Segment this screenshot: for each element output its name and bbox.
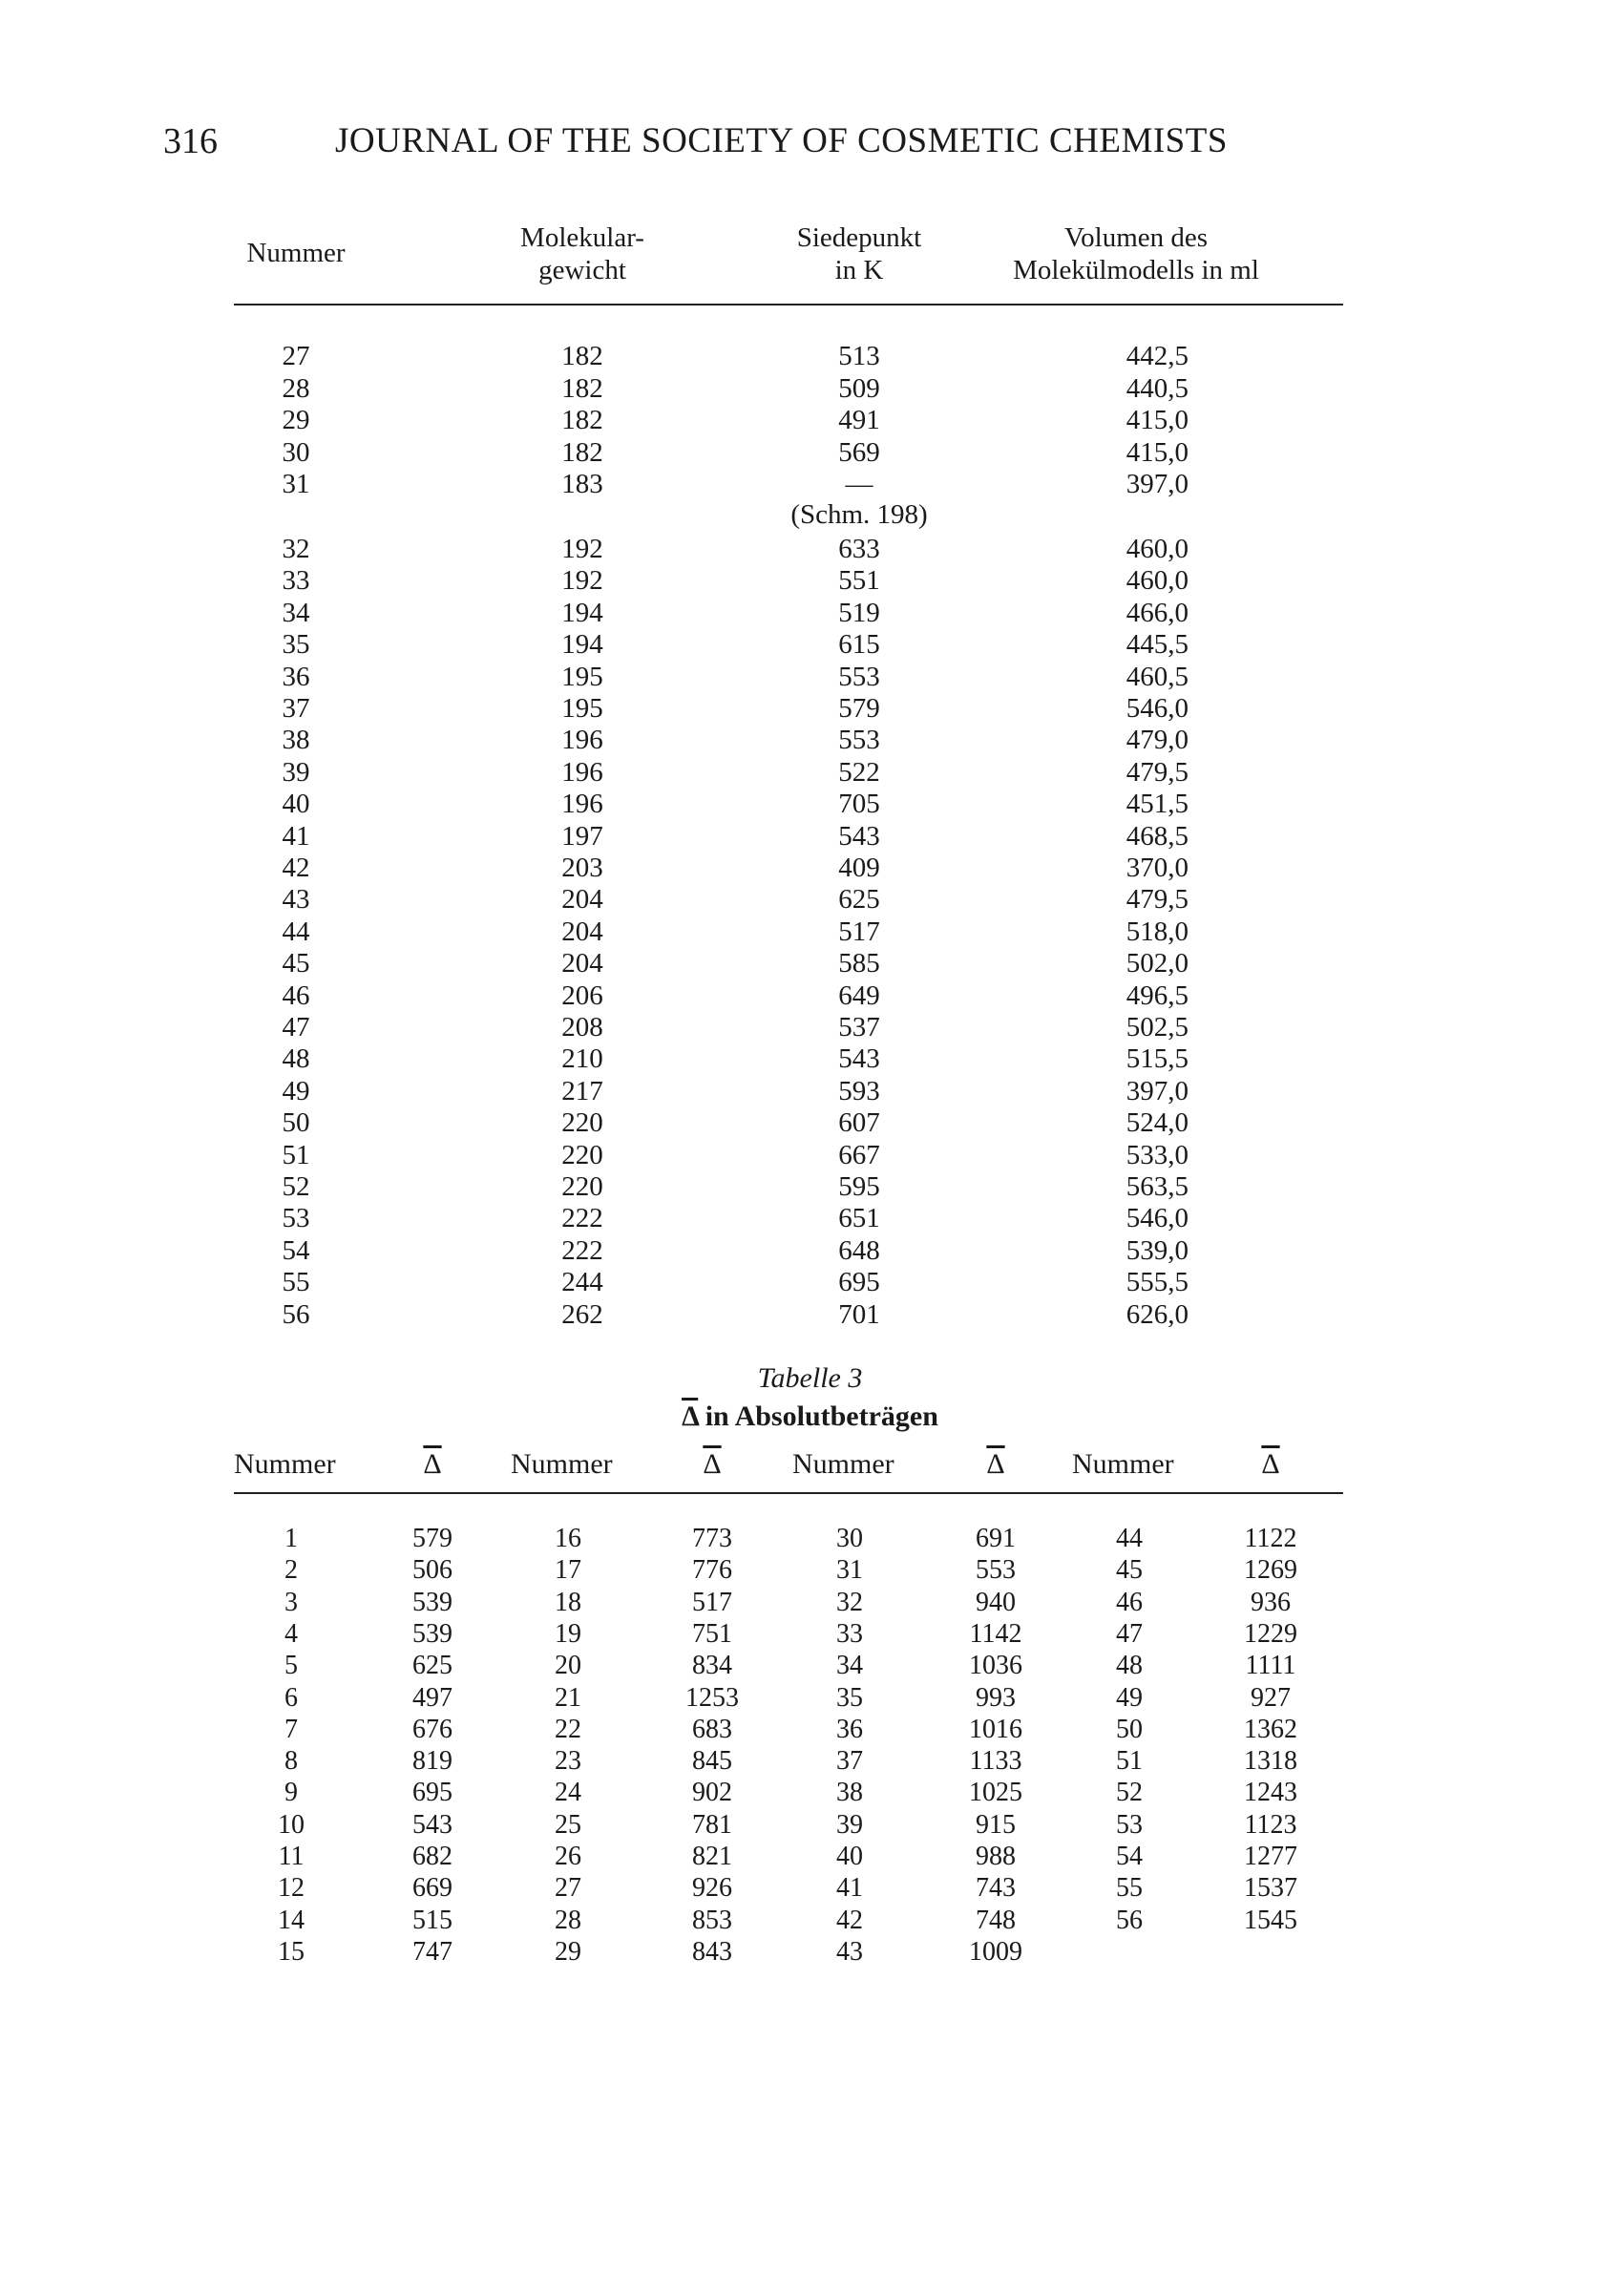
cell-siedepunkt: 625 xyxy=(838,884,880,916)
col-header-vol-line2: Molekülmodells in ml xyxy=(1013,255,1259,285)
cell-nummer: 54 xyxy=(282,1234,310,1266)
table3-cell-nummer: 32 xyxy=(836,1587,863,1617)
table3-cell-delta: 669 xyxy=(412,1873,452,1904)
journal-title: JOURNAL OF THE SOCIETY OF COSMETIC CHEMISTS xyxy=(335,121,1228,160)
table3-cell-nummer: 29 xyxy=(555,1936,581,1967)
col-header-vol-line1: Volumen des xyxy=(1063,222,1209,253)
cell-volumen: 460,0 xyxy=(1126,565,1189,597)
cell-siedepunkt: 491 xyxy=(838,405,880,435)
cell-siedepunkt: 513 xyxy=(838,341,880,371)
cell-molekulargewicht: 222 xyxy=(561,1203,603,1234)
cell-nummer: 36 xyxy=(282,661,310,692)
cell-nummer: 43 xyxy=(282,884,310,916)
table3-cell-delta: 1229 xyxy=(1244,1618,1297,1649)
table-row xyxy=(0,1043,1620,1075)
table-row xyxy=(0,373,1620,405)
table-row xyxy=(0,405,1620,436)
col-header-mol-line1: Molekular- xyxy=(520,222,644,253)
cell-molekulargewicht: 203 xyxy=(561,853,603,883)
cell-nummer: 29 xyxy=(282,405,310,435)
table3-cell-delta: 747 xyxy=(412,1936,452,1967)
table3-cell-nummer: 39 xyxy=(836,1809,863,1840)
table3-cell-nummer: 43 xyxy=(836,1936,863,1967)
cell-molekulargewicht: 183 xyxy=(561,469,603,499)
cell-siedepunkt: 522 xyxy=(838,756,880,788)
table3-cell-delta: 1253 xyxy=(685,1682,739,1713)
table3-cell-nummer: 15 xyxy=(278,1936,305,1967)
table3-cell-nummer: 11 xyxy=(278,1842,305,1871)
cell-siedepunkt: 569 xyxy=(838,436,880,468)
cell-siedepunkt: 701 xyxy=(838,1298,880,1330)
table3-header-nummer: Nummer xyxy=(792,1448,894,1480)
table3-cell-delta: 539 xyxy=(412,1618,452,1649)
table3-cell-delta: 1016 xyxy=(969,1714,1022,1744)
cell-molekulargewicht: 195 xyxy=(561,661,603,692)
table3-cell-nummer: 8 xyxy=(284,1746,298,1777)
cell-nummer: 48 xyxy=(282,1043,310,1075)
cell-molekulargewicht: 182 xyxy=(561,405,603,435)
cell-volumen: 546,0 xyxy=(1126,693,1189,724)
cell-nummer: 38 xyxy=(282,725,310,756)
table-row xyxy=(0,565,1620,597)
table3-header-delta: $\overline{\Delta}$ xyxy=(1261,1448,1280,1480)
table3-cell-nummer: 55 xyxy=(1116,1873,1143,1904)
cell-molekulargewicht: 182 xyxy=(561,341,603,371)
table-row xyxy=(0,948,1620,979)
table3-cell-nummer: 17 xyxy=(555,1555,581,1586)
table3-rule xyxy=(234,1492,1343,1494)
table-row xyxy=(0,1107,1620,1139)
cell-siedepunkt: 409 xyxy=(838,853,880,883)
cell-molekulargewicht: 204 xyxy=(561,916,603,947)
cell-volumen: 466,0 xyxy=(1126,597,1189,628)
table3-cell-nummer: 56 xyxy=(1116,1905,1143,1935)
col-header-siedepunkt xyxy=(754,221,964,286)
cell-nummer: 51 xyxy=(282,1139,310,1170)
cell-siedepunkt: 579 xyxy=(838,693,880,724)
table3-cell-nummer: 33 xyxy=(836,1618,863,1649)
cell-siedepunkt: 667 xyxy=(838,1139,880,1170)
cell-siedepunkt: 595 xyxy=(838,1171,880,1202)
table3-cell-nummer: 20 xyxy=(555,1651,581,1681)
table3-cell-delta: 819 xyxy=(412,1746,452,1777)
table-row xyxy=(0,469,1620,500)
table-row xyxy=(0,534,1620,565)
cell-volumen: 479,5 xyxy=(1126,884,1189,916)
cell-siedepunkt: 519 xyxy=(838,597,880,628)
table3-cell-delta: 553 xyxy=(976,1555,1016,1586)
table3-cell-delta: 940 xyxy=(976,1587,1016,1617)
table-row xyxy=(0,916,1620,948)
table3-cell-delta: 1277 xyxy=(1244,1842,1297,1871)
table3-cell-delta: 988 xyxy=(976,1842,1016,1871)
table3-cell-delta: 1537 xyxy=(1244,1873,1297,1904)
table3-cell-delta: 926 xyxy=(692,1873,732,1904)
table3-cell-nummer: 52 xyxy=(1116,1778,1143,1808)
table3-cell-delta: 1243 xyxy=(1244,1778,1297,1808)
table-row xyxy=(0,725,1620,756)
table3-cell-nummer: 47 xyxy=(1116,1618,1143,1649)
cell-siedepunkt: 633 xyxy=(838,534,880,564)
cell-siedepunkt: 543 xyxy=(838,1043,880,1075)
cell-volumen: 524,0 xyxy=(1126,1107,1189,1139)
cell-volumen: 397,0 xyxy=(1126,469,1189,499)
cell-siedepunkt: 607 xyxy=(838,1107,880,1139)
cell-volumen: 546,0 xyxy=(1126,1203,1189,1234)
cell-nummer: 53 xyxy=(282,1203,310,1234)
table3-cell-nummer: 53 xyxy=(1116,1809,1143,1840)
cell-siedepunkt: 509 xyxy=(838,372,880,404)
cell-molekulargewicht: 182 xyxy=(561,436,603,468)
table-row xyxy=(0,1299,1620,1331)
cell-molekulargewicht: 204 xyxy=(561,884,603,916)
table3-cell-delta: 1133 xyxy=(969,1746,1022,1777)
table3-cell-delta: 506 xyxy=(412,1555,452,1586)
table-top-note: (Schm. 198) xyxy=(790,499,928,530)
cell-nummer: 40 xyxy=(282,789,310,820)
col-header-siede-line2: in K xyxy=(834,255,884,285)
table3-cell-nummer: 35 xyxy=(836,1682,863,1713)
page-number: 316 xyxy=(163,121,218,161)
table3-cell-delta: 1009 xyxy=(969,1936,1022,1967)
col-header-molekulargewicht xyxy=(487,221,678,286)
table3-cell-delta: 1142 xyxy=(969,1618,1022,1649)
table3-subtitle xyxy=(0,1401,1620,1433)
cell-siedepunkt: 649 xyxy=(838,979,880,1011)
table3-header-delta: $\overline{\Delta}$ xyxy=(423,1448,442,1480)
table3-cell-nummer: 27 xyxy=(555,1873,581,1904)
table-row xyxy=(0,980,1620,1012)
table3-cell-nummer: 30 xyxy=(836,1524,863,1553)
cell-nummer: 31 xyxy=(282,469,310,499)
table3-cell-delta: 748 xyxy=(976,1905,1016,1935)
cell-volumen: 479,0 xyxy=(1126,725,1189,756)
table3-cell-nummer: 51 xyxy=(1116,1746,1143,1777)
cell-siedepunkt: 695 xyxy=(838,1267,880,1298)
table3-cell-nummer: 50 xyxy=(1116,1714,1143,1744)
table-row xyxy=(0,437,1620,469)
table3-cell-delta: 1123 xyxy=(1244,1809,1297,1840)
cell-molekulargewicht: 204 xyxy=(561,948,603,979)
table3-header-delta: $\overline{\Delta}$ xyxy=(986,1448,1005,1480)
cell-nummer: 28 xyxy=(282,372,310,404)
cell-molekulargewicht: 217 xyxy=(561,1075,603,1106)
table3-cell-nummer: 28 xyxy=(555,1905,581,1935)
cell-molekulargewicht: 220 xyxy=(561,1107,603,1139)
table3-cell-nummer: 22 xyxy=(555,1714,581,1744)
cell-nummer: 56 xyxy=(282,1298,310,1330)
col-header-nummer: Nummer xyxy=(246,238,346,268)
cell-volumen: 468,5 xyxy=(1126,820,1189,852)
table3-cell-delta: 1545 xyxy=(1244,1905,1297,1935)
cell-nummer: 44 xyxy=(282,916,310,947)
cell-volumen: 442,5 xyxy=(1126,341,1189,371)
table3-cell-delta: 1318 xyxy=(1244,1746,1297,1777)
cell-volumen: 460,5 xyxy=(1126,661,1189,692)
table3-cell-nummer: 45 xyxy=(1116,1555,1143,1586)
cell-siedepunkt: 585 xyxy=(838,948,880,979)
table3-cell-delta: 1122 xyxy=(1244,1524,1297,1553)
cell-volumen: 533,0 xyxy=(1126,1139,1189,1170)
table3-cell-delta: 993 xyxy=(976,1682,1016,1713)
cell-molekulargewicht: 194 xyxy=(561,597,603,628)
cell-molekulargewicht: 197 xyxy=(561,820,603,852)
table3-cell-delta: 691 xyxy=(976,1524,1016,1553)
cell-siedepunkt: 648 xyxy=(838,1234,880,1266)
table3-cell-nummer: 23 xyxy=(555,1746,581,1777)
cell-molekulargewicht: 196 xyxy=(561,789,603,820)
cell-nummer: 50 xyxy=(282,1107,310,1139)
table3-cell-nummer: 36 xyxy=(836,1714,863,1744)
table3-cell-delta: 773 xyxy=(692,1524,732,1553)
cell-molekulargewicht: 220 xyxy=(561,1171,603,1202)
cell-volumen: 460,0 xyxy=(1126,534,1189,564)
table3-cell-delta: 1362 xyxy=(1244,1714,1297,1744)
table3-cell-delta: 776 xyxy=(692,1555,732,1586)
table3-cell-nummer: 42 xyxy=(836,1905,863,1935)
table3-cell-nummer: 5 xyxy=(284,1651,298,1681)
cell-molekulargewicht: 222 xyxy=(561,1234,603,1266)
table-row xyxy=(0,757,1620,789)
cell-volumen: 370,0 xyxy=(1126,853,1189,883)
table3-cell-nummer: 26 xyxy=(555,1842,581,1871)
table3-cell-delta: 821 xyxy=(692,1842,732,1871)
table3-cell-nummer: 4 xyxy=(284,1618,298,1649)
cell-volumen: 496,5 xyxy=(1126,979,1189,1011)
cell-volumen: 515,5 xyxy=(1126,1043,1189,1075)
table-row xyxy=(0,1235,1620,1267)
table-row xyxy=(0,1267,1620,1298)
cell-nummer: 30 xyxy=(282,436,310,468)
table3-cell-delta: 743 xyxy=(976,1873,1016,1904)
table3-cell-nummer: 54 xyxy=(1116,1842,1143,1871)
cell-nummer: 39 xyxy=(282,756,310,788)
cell-siedepunkt: 593 xyxy=(838,1075,880,1106)
table3-cell-delta: 1269 xyxy=(1244,1555,1297,1586)
table-row xyxy=(0,1140,1620,1171)
cell-siedepunkt: 705 xyxy=(838,789,880,820)
table-row xyxy=(0,1012,1620,1043)
table3-cell-delta: 751 xyxy=(692,1618,732,1649)
cell-siedepunkt: 537 xyxy=(838,1012,880,1043)
cell-volumen: 502,0 xyxy=(1126,948,1189,979)
cell-nummer: 37 xyxy=(282,693,310,724)
cell-volumen: 518,0 xyxy=(1126,916,1189,947)
table3-cell-nummer: 18 xyxy=(555,1587,581,1617)
table-top-rule xyxy=(234,304,1343,305)
table3-cell-delta: 579 xyxy=(412,1524,452,1553)
table3-cell-nummer: 1 xyxy=(284,1524,298,1553)
table3-cell-delta: 682 xyxy=(412,1842,452,1871)
table3-cell-nummer: 3 xyxy=(284,1587,298,1617)
cell-molekulargewicht: 210 xyxy=(561,1043,603,1075)
cell-siedepunkt: — xyxy=(845,469,873,499)
table3-header-nummer: Nummer xyxy=(234,1448,336,1480)
cell-nummer: 55 xyxy=(282,1267,310,1298)
table3-cell-nummer: 10 xyxy=(278,1809,305,1840)
table3-cell-nummer: 14 xyxy=(278,1905,305,1935)
table3-cell-delta: 853 xyxy=(692,1905,732,1935)
cell-molekulargewicht: 220 xyxy=(561,1139,603,1170)
cell-siedepunkt: 517 xyxy=(838,916,880,947)
table-row xyxy=(0,1171,1620,1203)
table3-cell-delta: 845 xyxy=(692,1746,732,1777)
delta-symbol: $\overline{\Delta}$ xyxy=(682,1401,699,1432)
table-row xyxy=(0,341,1620,372)
cell-nummer: 47 xyxy=(282,1012,310,1043)
table3-cell-delta: 543 xyxy=(412,1809,452,1840)
table3-cell-nummer: 37 xyxy=(836,1746,863,1777)
table3-cell-delta: 676 xyxy=(412,1714,452,1744)
cell-molekulargewicht: 196 xyxy=(561,756,603,788)
table3-cell-delta: 1111 xyxy=(1245,1651,1296,1681)
cell-nummer: 45 xyxy=(282,948,310,979)
cell-nummer: 32 xyxy=(282,534,310,564)
cell-siedepunkt: 543 xyxy=(838,820,880,852)
col-header-volumen xyxy=(993,221,1279,286)
table-row xyxy=(0,1076,1620,1107)
table3-cell-delta: 625 xyxy=(412,1651,452,1681)
table3-cell-nummer: 21 xyxy=(555,1682,581,1713)
table3-cell-delta: 915 xyxy=(976,1809,1016,1840)
col-header-siede-line1: Siedepunkt xyxy=(796,222,922,253)
table3-cell-delta: 695 xyxy=(412,1778,452,1808)
cell-volumen: 397,0 xyxy=(1126,1075,1189,1106)
cell-nummer: 35 xyxy=(282,629,310,661)
cell-molekulargewicht: 208 xyxy=(561,1012,603,1043)
col-header-mol-line2: gewicht xyxy=(538,255,626,285)
cell-molekulargewicht: 192 xyxy=(561,534,603,564)
table3-cell-nummer: 7 xyxy=(284,1714,298,1744)
table3-cell-nummer: 40 xyxy=(836,1842,863,1871)
table3-cell-nummer: 16 xyxy=(555,1524,581,1553)
cell-volumen: 502,5 xyxy=(1126,1012,1189,1043)
table-row xyxy=(0,598,1620,629)
cell-nummer: 49 xyxy=(282,1075,310,1106)
table3-cell-delta: 1036 xyxy=(969,1651,1022,1681)
table3-cell-nummer: 25 xyxy=(555,1809,581,1840)
cell-volumen: 563,5 xyxy=(1126,1171,1189,1202)
table3-header-delta: $\overline{\Delta}$ xyxy=(703,1448,722,1480)
cell-volumen: 451,5 xyxy=(1126,789,1189,820)
table3-header-nummer: Nummer xyxy=(511,1448,613,1480)
table3-cell-nummer: 34 xyxy=(836,1651,863,1681)
cell-volumen: 626,0 xyxy=(1126,1298,1189,1330)
table-row xyxy=(0,693,1620,725)
table3-cell-delta: 515 xyxy=(412,1905,452,1935)
cell-volumen: 539,0 xyxy=(1126,1234,1189,1266)
table3-cell-nummer: 44 xyxy=(1116,1524,1143,1553)
cell-volumen: 445,5 xyxy=(1126,629,1189,661)
cell-molekulargewicht: 194 xyxy=(561,629,603,661)
cell-nummer: 41 xyxy=(282,820,310,852)
table-row xyxy=(0,884,1620,916)
table3-cell-nummer: 48 xyxy=(1116,1651,1143,1681)
table3-cell-nummer: 9 xyxy=(284,1778,298,1808)
table3-cell-delta: 539 xyxy=(412,1587,452,1617)
table3-cell-delta: 843 xyxy=(692,1936,732,1967)
cell-volumen: 415,0 xyxy=(1126,436,1189,468)
cell-volumen: 415,0 xyxy=(1126,405,1189,435)
cell-nummer: 42 xyxy=(282,853,310,883)
table3-cell-delta: 1025 xyxy=(969,1778,1022,1808)
table3-cell-nummer: 24 xyxy=(555,1778,581,1808)
table3-cell-delta: 927 xyxy=(1251,1682,1291,1713)
cell-siedepunkt: 651 xyxy=(838,1203,880,1234)
table3-cell-nummer: 31 xyxy=(836,1555,863,1586)
table3-subtitle-text: in Absolutbeträgen xyxy=(698,1401,938,1432)
table-row xyxy=(0,821,1620,853)
cell-volumen: 440,5 xyxy=(1126,372,1189,404)
cell-siedepunkt: 551 xyxy=(838,565,880,597)
cell-molekulargewicht: 244 xyxy=(561,1267,603,1298)
table3-cell-nummer: 12 xyxy=(278,1873,305,1904)
table3-cell-delta: 517 xyxy=(692,1587,732,1617)
table3-cell-nummer: 2 xyxy=(284,1555,298,1586)
cell-siedepunkt: 615 xyxy=(838,629,880,661)
table3-cell-nummer: 19 xyxy=(555,1618,581,1649)
table3-header-nummer: Nummer xyxy=(1072,1448,1174,1480)
table3-cell-delta: 902 xyxy=(692,1778,732,1808)
table3-cell-nummer: 6 xyxy=(284,1682,298,1713)
cell-nummer: 46 xyxy=(282,979,310,1011)
cell-molekulargewicht: 206 xyxy=(561,979,603,1011)
table3-cell-nummer: 49 xyxy=(1116,1682,1143,1713)
table3-cell-delta: 683 xyxy=(692,1714,732,1744)
table3-cell-delta: 781 xyxy=(692,1809,732,1840)
cell-volumen: 479,5 xyxy=(1126,756,1189,788)
cell-volumen: 555,5 xyxy=(1126,1267,1189,1298)
cell-nummer: 33 xyxy=(282,565,310,597)
cell-molekulargewicht: 192 xyxy=(561,565,603,597)
cell-nummer: 27 xyxy=(282,341,310,371)
table-row xyxy=(0,662,1620,693)
table3-title: Tabelle 3 xyxy=(757,1362,863,1394)
cell-siedepunkt: 553 xyxy=(838,661,880,692)
table3-cell-delta: 834 xyxy=(692,1651,732,1681)
table-row xyxy=(0,789,1620,820)
cell-nummer: 34 xyxy=(282,597,310,628)
table3-cell-nummer: 46 xyxy=(1116,1587,1143,1617)
table3-cell-delta: 936 xyxy=(1251,1587,1291,1617)
table-row xyxy=(0,1203,1620,1234)
cell-molekulargewicht: 262 xyxy=(561,1298,603,1330)
cell-molekulargewicht: 196 xyxy=(561,725,603,756)
table3-cell-delta: 497 xyxy=(412,1682,452,1713)
table-row xyxy=(0,629,1620,661)
table3-cell-nummer: 41 xyxy=(836,1873,863,1904)
cell-siedepunkt: 553 xyxy=(838,725,880,756)
table3-cell-nummer: 38 xyxy=(836,1778,863,1808)
cell-molekulargewicht: 182 xyxy=(561,372,603,404)
table-row xyxy=(0,853,1620,884)
cell-nummer: 52 xyxy=(282,1171,310,1202)
cell-molekulargewicht: 195 xyxy=(561,693,603,724)
